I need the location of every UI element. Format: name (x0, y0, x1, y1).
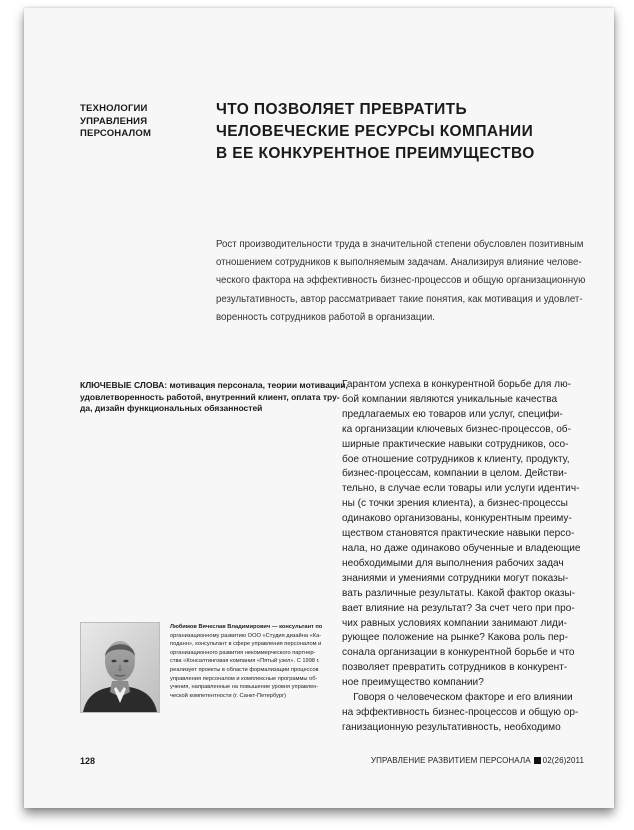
bio-line: поданн», консультант в сфере управления персоналом и (170, 641, 322, 648)
article-body (342, 378, 604, 736)
journal-page (24, 8, 614, 808)
square-separator-icon (534, 757, 541, 764)
author-photo (80, 622, 160, 713)
body-line: на эффективность бизнес-процессов и общую ор- (342, 706, 579, 718)
body-line: бизнес-процессам, компании в целом. Действи- (342, 468, 568, 480)
body-line: вает влияние на результат? За счет чего при про- (342, 602, 575, 614)
body-line: бой компании являются уникальные качества (342, 393, 558, 405)
body-line: Гарантом успеха в конкурентной борьбе для лю- (342, 379, 571, 390)
lead-line: отношением сотрудников к выполняемым задачам. Анализируя влияние челове- (216, 257, 582, 269)
section-label (80, 103, 190, 141)
bio-line: ства «Консалтинговая компания «Пятый узел». С 1998 г. (170, 658, 320, 665)
body-line: ка организации ключевых бизнес-процессов, об- (342, 423, 571, 435)
body-line: ное преимущество компании? (342, 677, 484, 689)
keywords-block (80, 380, 348, 415)
author-bio (170, 623, 330, 700)
body-line: тельно, в случае если товары или услуги идентич- (342, 483, 580, 495)
lead-line: воренность сотрудников работой в организации. (216, 311, 435, 323)
body-line: рующее положение на рынке? Какова роль пер- (342, 632, 569, 644)
article-title (216, 99, 596, 165)
body-line: ществом становятся практические навыки персо- (342, 528, 575, 540)
title-line: ЧЕЛОВЕЧЕСКИЕ РЕСУРСЫ КОМПАНИИ (216, 123, 534, 140)
journal-name: УПРАВЛЕНИЕ РАЗВИТИЕМ ПЕРСОНАЛА (370, 756, 531, 765)
bio-line: учения, направленные на повышение уровня управлен- (170, 684, 319, 691)
body-line: Говоря о человеческом факторе и его влиянии (342, 692, 573, 704)
bio-line: управления персоналом и комплексные программы об- (170, 675, 318, 682)
body-line: одинаково организованы, конкурентным преиму- (342, 513, 572, 525)
body-line: чих равных условиях компании занимают лиди- (342, 617, 567, 629)
bio-line: организационного развития некоммерческого партнер- (170, 649, 316, 656)
keywords-line: да, дизайн функциональных обязанностей (80, 403, 263, 413)
journal-issue: 02(26)2011 (542, 756, 584, 765)
body-line: знаниями и умениями сотрудники могут показы- (342, 572, 569, 584)
body-line: ширные практические навыки сотрудников, осо- (342, 438, 569, 450)
page-number: 128 (80, 756, 96, 766)
bio-line: ческой компетентности (г. Санкт-Петербург) (170, 692, 287, 699)
body-line: сонала организации в конкурентной борьбе и что (342, 647, 575, 659)
lead-line: ческого фактора на эффективность бизнес-процессов и общую организационную (216, 275, 586, 287)
bio-line: Любимов Вячеслав Владимирович — консультант по (170, 624, 323, 630)
bio-line: реализует проекты в области формализации процессов (170, 666, 319, 673)
keywords-line: КЛЮЧЕВЫЕ СЛОВА: мотивация персонала, теории мотивации, (80, 380, 348, 390)
lead-line: результативность, автор рассматривает такие понятия, как мотивация и удовлет- (216, 293, 583, 305)
bio-line: организационному развитию ООО «Студия дизайна «Ка- (170, 632, 322, 639)
body-line: ны (с точки зрения клиента), а бизнес-процессы (342, 498, 568, 510)
section-label-line: ПЕРСОНАЛОМ (80, 128, 152, 139)
lead-line: Рост производительности труда в значительной степени обусловлен позитивным (216, 239, 584, 250)
body-line: ганизационную результативность, необходимо (342, 721, 561, 733)
body-line: позволяет превратить сотрудников в конкурент- (342, 662, 568, 674)
journal-footer (371, 756, 584, 765)
title-line: ЧТО ПОЗВОЛЯЕТ ПРЕВРАТИТЬ (216, 101, 468, 118)
body-line: предлагаемых ею товаров или услуг, специфи- (342, 408, 563, 420)
body-line: нала, но даже одинаково обученные и владеющие (342, 542, 581, 554)
body-line: необходимыми для выполнения рабочих задач (342, 557, 564, 569)
keywords-line: удовлетворенность работой, внутренний клиент, оплата тру- (80, 391, 340, 402)
section-label-line: ТЕХНОЛОГИИ (80, 103, 148, 114)
body-line: бое отношение сотрудников к клиенту, продукту, (342, 453, 570, 465)
author-portrait-image (81, 623, 159, 712)
section-label-line: УПРАВЛЕНИЯ (80, 115, 148, 127)
title-line: В ЕЕ КОНКУРЕНТНОЕ ПРЕИМУЩЕСТВО (216, 145, 535, 162)
body-line: вать различные результаты. Какой фактор оказы- (342, 587, 576, 599)
article-lead (216, 236, 596, 327)
